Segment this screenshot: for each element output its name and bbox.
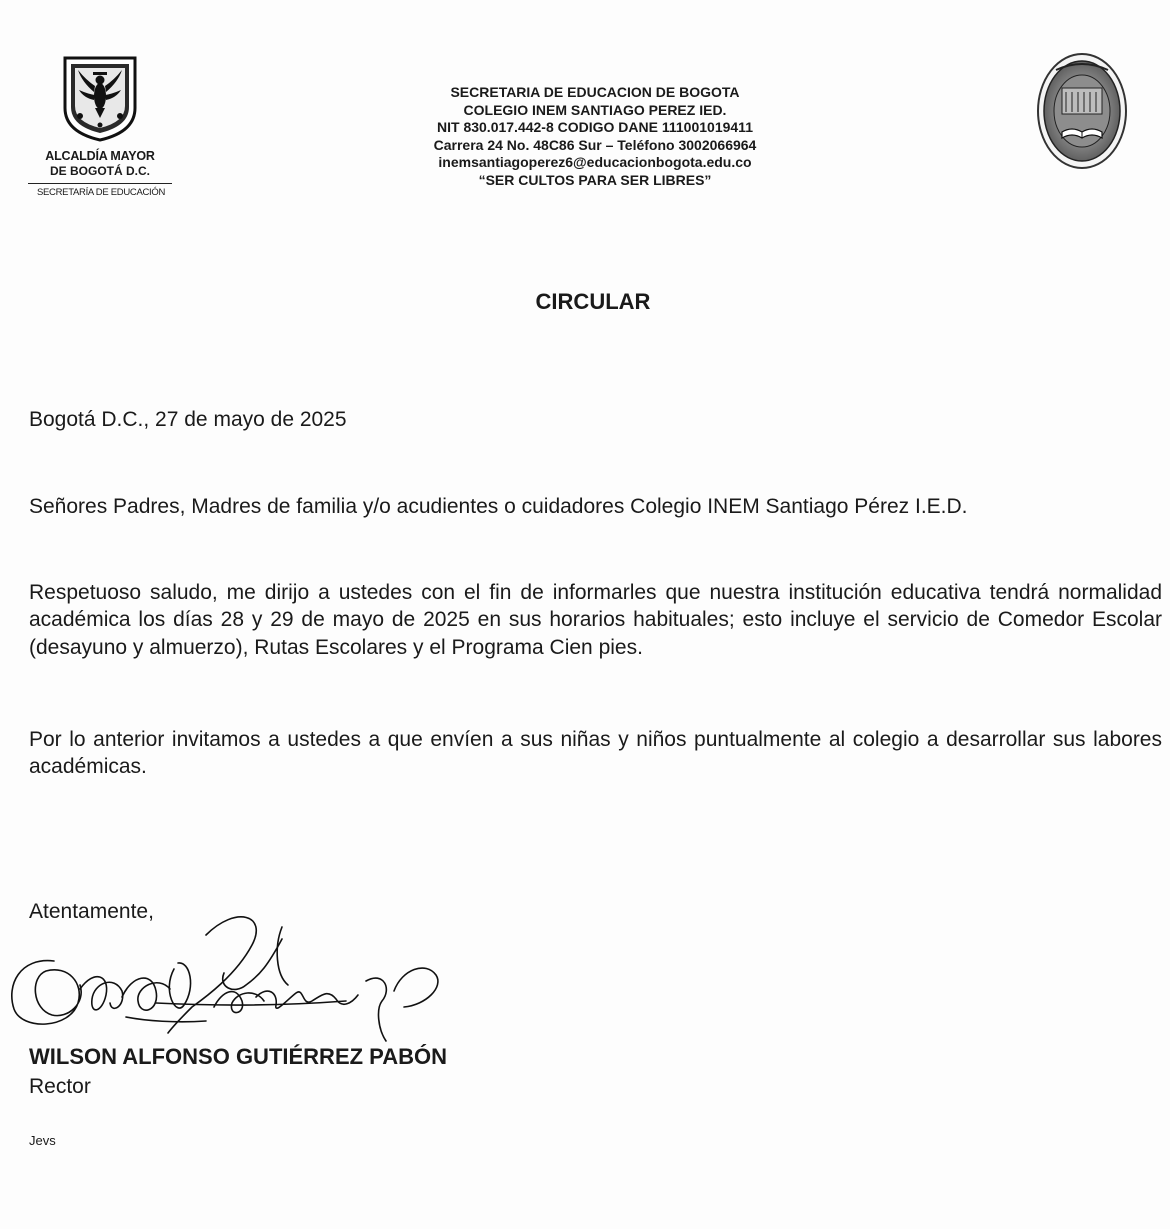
handwritten-signature [6,905,446,1045]
header-line-email: inemsantiagoperez6@educacionbogota.edu.co [438,154,752,170]
logo-caption-line3: SECRETARÍA DE EDUCACIÓN [36,187,166,198]
logo-caption-divider [28,183,172,184]
school-seal-icon [1036,52,1128,170]
body-paragraph: Respetuoso saludo, me dirijo a ustedes con el fin de informarles que nuestra institución educativa tendrá normalidad académica los días 28 y 29 de mayo de 2025 en sus horarios habituales; esto incluye el servicio de Comedor Escolar (desayuno y almuerzo), Rutas Escolares y el Programa Cien pies. [29,581,1162,659]
date-line: Bogotá D.C., 27 de mayo de 2025 [29,408,347,431]
header-line-colegio: COLEGIO INEM SANTIAGO PEREZ IED. [463,101,727,118]
document-title: CIRCULAR [535,289,651,314]
header-line-address: Carrera 24 No. 48C86 Sur – Teléfono 3002066964 [433,136,757,153]
letterhead-header [380,84,810,189]
signer-name: WILSON ALFONSO GUTIÉRREZ PABÓN [29,1044,447,1069]
bogota-coat-of-arms-icon [62,56,138,142]
logo-caption-line1: ALCALDÍA MAYOR [45,149,155,163]
header-line-motto: “SER CULTOS PARA SER LIBRES” [478,171,712,188]
signer-role: Rector [29,1075,91,1098]
closing-line: Atentamente, [29,900,154,923]
header-line-secretaria: SECRETARIA DE EDUCACION DE BOGOTA [450,84,740,100]
logo-caption-line2: DE BOGOTÁ D.C. [49,164,150,178]
recipients-line: Señores Padres, Madres de familia y/o acudientes o cuidadores Colegio INEM Santiago Pérez I.E.D. [29,495,968,518]
body-paragraph: Por lo anterior invitamos a ustedes a que envíen a sus niñas y niños puntualmente al colegio a desarrollar sus labores académicas. [29,728,1162,779]
transcriber-initials: Jevs [29,1133,56,1148]
header-line-nit: NIT 830.017.442-8 CODIGO DANE 111001019411 [437,119,753,135]
